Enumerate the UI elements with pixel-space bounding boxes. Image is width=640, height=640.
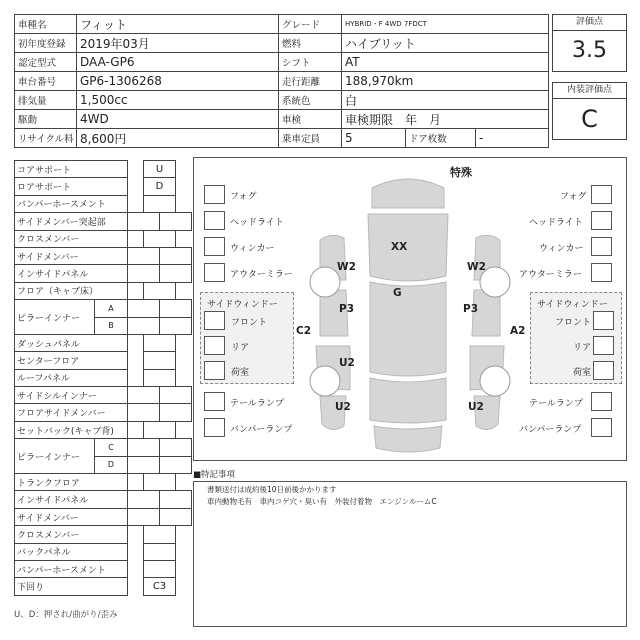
- capacity-label: 乗車定員: [279, 129, 342, 148]
- cross-member-rear-label: クロスメンバー: [15, 526, 128, 543]
- drive-label: 駆動: [15, 110, 77, 129]
- notes-line: 書類送付は成約後10日前後かかります: [207, 485, 337, 494]
- side-window-right-group: [530, 292, 622, 384]
- front-window-right-label: フロント: [555, 318, 592, 328]
- dash-panel-value: [144, 334, 176, 351]
- fog-right-checkbox[interactable]: [591, 185, 612, 204]
- capacity-value: 5: [342, 129, 406, 148]
- damage-mark-left-side: C2: [296, 325, 312, 337]
- winker-right-checkbox[interactable]: [591, 237, 612, 256]
- center-floor-label: センターフロア: [15, 352, 128, 369]
- interior-grade-box: [552, 82, 627, 140]
- side-member-front-left-value: [128, 213, 160, 230]
- displacement-value: 1,500cc: [77, 91, 279, 110]
- info-row: [15, 15, 549, 34]
- pillar-b-right-value: [160, 317, 192, 334]
- car-diagram: [193, 157, 627, 461]
- bumper-lamp-left-label: バンパーランプ: [230, 425, 293, 435]
- back-panel-value: [144, 543, 176, 560]
- undercarriage-value: C3: [144, 578, 176, 595]
- inside-panel-front-label: インサイドパネル: [15, 265, 128, 282]
- winker-left-label: ウィンカー: [230, 244, 275, 254]
- floor-side-member-label: フロアサイドメンバー: [15, 404, 128, 421]
- info-row: [15, 34, 549, 53]
- mileage-label: 走行距離: [279, 72, 342, 91]
- grade-box: [552, 14, 627, 72]
- damage-mark-front-fender-right: W2: [467, 261, 486, 273]
- inside-panel-front-left-value: [128, 265, 160, 282]
- taillamp-left-label: テールランプ: [230, 399, 284, 409]
- inside-panel-front-right-value: [160, 265, 192, 282]
- floor-cabin-label: フロア（キャブ床）: [15, 282, 128, 299]
- side-window-right-label: サイドウィンドー: [537, 300, 608, 310]
- damage-mark-rear-door-left: U2: [339, 357, 355, 369]
- grade-score: 3.5: [572, 38, 607, 63]
- special-label: 特殊: [450, 166, 472, 179]
- side-window-left-group: [200, 292, 294, 384]
- pillar-d-label: D: [95, 456, 128, 473]
- side-sill-right-value: [160, 387, 192, 404]
- cargo-window-left-checkbox[interactable]: [204, 361, 225, 380]
- color-label: 系統色: [279, 91, 342, 110]
- trunk-floor-value: [144, 474, 176, 491]
- shift-value: AT: [342, 53, 549, 72]
- grade-label: グレード: [279, 15, 342, 34]
- recycle-fee-value: 8,600円: [77, 129, 279, 148]
- trunk-floor-label: トランクフロア: [15, 474, 128, 491]
- info-row: [15, 72, 549, 91]
- notes-line: 車内動物毛有 車内コゲ穴・臭い有 外装付着物 エンジンルームC: [207, 497, 437, 506]
- info-row: [15, 110, 549, 129]
- taillamp-left-checkbox[interactable]: [204, 392, 225, 411]
- side-member-front-right-value: [160, 213, 192, 230]
- cargo-window-right-label: 荷室: [573, 368, 592, 378]
- inspection-label: 車検: [279, 110, 342, 129]
- headlight-right-label: ヘッドライト: [529, 218, 583, 228]
- taillamp-right-checkbox[interactable]: [591, 392, 612, 411]
- cross-member-front-value: [144, 230, 176, 247]
- floor-side-member-right-value: [160, 404, 192, 421]
- first-registration-label: 初年度登録: [15, 34, 77, 53]
- bumper-reinforcement-rear-value: [144, 560, 176, 577]
- grade-title: 評価点: [553, 15, 626, 31]
- recycle-fee-label: リサイクル料: [15, 129, 77, 148]
- headlight-left-checkbox[interactable]: [204, 211, 225, 230]
- car-name-label: 車種名: [15, 15, 77, 34]
- back-panel-label: バックパネル: [15, 543, 128, 560]
- rear-window-left-checkbox[interactable]: [204, 336, 225, 355]
- rear-window-right-label: リア: [573, 343, 592, 353]
- pillar-a-left-value: [128, 300, 160, 317]
- pillar-c-left-value: [128, 439, 160, 456]
- mileage-value: 188,970km: [342, 72, 549, 91]
- rear-window-left-label: リア: [231, 343, 250, 353]
- bumper-lamp-left-checkbox[interactable]: [204, 418, 225, 437]
- damage-legend: U、D：押され/曲がり/歪み: [14, 610, 118, 620]
- floor-side-member-left-value: [128, 404, 160, 421]
- mirror-right-checkbox[interactable]: [591, 263, 612, 282]
- lower-support-value: D: [144, 178, 176, 195]
- bumper-reinforcement-rear-label: バンパーホースメント: [15, 560, 128, 577]
- pillar-a-right-value: [160, 300, 192, 317]
- grade-value: HYBRID・F 4WD 7FDCT: [342, 15, 549, 34]
- front-window-left-checkbox[interactable]: [204, 311, 225, 330]
- lower-support-label: ロアサポート: [15, 178, 128, 195]
- side-sill-left-value: [128, 387, 160, 404]
- core-support-label: コアサポート: [15, 161, 128, 178]
- cargo-window-right-checkbox[interactable]: [593, 361, 614, 380]
- core-support-value: U: [144, 161, 176, 178]
- pillar-c-right-value: [160, 439, 192, 456]
- pillar-b-label: B: [95, 317, 128, 334]
- info-row: [15, 129, 549, 148]
- taillamp-right-label: テールランプ: [529, 399, 583, 409]
- pillar-inner-cd-label: ピラーインナー: [15, 439, 95, 474]
- pillar-a-label: A: [95, 300, 128, 317]
- frame-checklist: [14, 160, 192, 596]
- pillar-c-label: C: [95, 439, 128, 456]
- mirror-right-label: アウターミラー: [519, 270, 582, 280]
- front-window-right-checkbox[interactable]: [593, 311, 614, 330]
- undercarriage-label: 下回り: [15, 578, 128, 595]
- vehicle-info-table: [14, 14, 549, 148]
- roof-panel-value: [144, 369, 176, 386]
- side-sill-inner-label: サイドシルインナー: [15, 387, 128, 404]
- pillar-d-right-value: [160, 456, 192, 473]
- front-window-left-label: フロント: [231, 318, 268, 328]
- color-value: 白: [342, 91, 549, 110]
- first-registration-value: 2019年03月: [77, 34, 279, 53]
- damage-mark-hood: XX: [391, 241, 408, 253]
- damage-mark-rear-fender-left: U2: [335, 401, 351, 413]
- fog-right-label: フォグ: [560, 192, 587, 202]
- shift-label: シフト: [279, 53, 342, 72]
- setback-value: [144, 421, 176, 438]
- info-row: [15, 91, 549, 110]
- side-window-left-label: サイドウィンドー: [207, 300, 278, 310]
- car-name-value: フィット: [77, 15, 279, 34]
- fuel-label: 燃料: [279, 34, 342, 53]
- side-member-right-value: [160, 247, 192, 264]
- interior-grade-score: C: [581, 105, 598, 133]
- cross-member-front-label: クロスメンバー: [15, 230, 128, 247]
- bumper-reinforcement-front-label: バンパーホースメント: [15, 195, 128, 212]
- notes-title: ■特記事項: [193, 470, 236, 480]
- side-member-front-label: サイドメンバー突起部: [15, 213, 128, 230]
- pillar-b-left-value: [128, 317, 160, 334]
- headlight-left-label: ヘッドライト: [230, 218, 284, 228]
- doors-value: -: [476, 129, 549, 148]
- headlight-right-checkbox[interactable]: [591, 211, 612, 230]
- chassis-number-value: GP6-1306268: [77, 72, 279, 91]
- inside-panel-rear-right-value: [160, 491, 192, 508]
- cross-member-rear-value: [144, 526, 176, 543]
- setback-label: セットバック(キャブ背): [15, 421, 128, 438]
- damage-mark-front-door-left: P3: [339, 303, 355, 315]
- cargo-window-left-label: 荷室: [231, 368, 250, 378]
- interior-grade-title: 内装評価点: [553, 83, 626, 99]
- mirror-left-label: アウターミラー: [230, 270, 293, 280]
- roof-panel-label: ルーフパネル: [15, 369, 128, 386]
- notes-box: [193, 481, 627, 627]
- doors-label: ドア枚数: [406, 129, 476, 148]
- inspection-value: 車検期限 年 月: [342, 110, 549, 129]
- info-row: [15, 53, 549, 72]
- model-code-value: DAA-GP6: [77, 53, 279, 72]
- inside-panel-rear-label: インサイドパネル: [15, 491, 128, 508]
- damage-mark-rear-fender-right: U2: [468, 401, 484, 413]
- displacement-label: 排気量: [15, 91, 77, 110]
- chassis-number-label: 車台番号: [15, 72, 77, 91]
- pillar-inner-ab-label: ピラーインナー: [15, 300, 95, 335]
- inside-panel-rear-left-value: [128, 491, 160, 508]
- pillar-d-left-value: [128, 456, 160, 473]
- winker-right-label: ウィンカー: [539, 244, 584, 254]
- side-member-rear-right-value: [160, 508, 192, 525]
- mirror-left-checkbox[interactable]: [204, 263, 225, 282]
- fog-left-checkbox[interactable]: [204, 185, 225, 204]
- model-code-label: 認定型式: [15, 53, 77, 72]
- side-member-rear-left-value: [128, 508, 160, 525]
- center-floor-value: [144, 352, 176, 369]
- damage-mark-right-side: A2: [510, 325, 526, 337]
- fuel-value: ハイブリット: [342, 34, 549, 53]
- bumper-lamp-right-label: バンパーランプ: [519, 425, 582, 435]
- side-member-rear-label: サイドメンバー: [15, 508, 128, 525]
- damage-mark-roof: G: [393, 287, 402, 299]
- drive-value: 4WD: [77, 110, 279, 129]
- winker-left-checkbox[interactable]: [204, 237, 225, 256]
- side-member-label: サイドメンバー: [15, 247, 128, 264]
- damage-mark-front-fender-left: W2: [337, 261, 356, 273]
- floor-cabin-value: [144, 282, 176, 299]
- fog-left-label: フォグ: [230, 192, 257, 202]
- side-member-left-value: [128, 247, 160, 264]
- damage-mark-front-door-right: P3: [463, 303, 479, 315]
- bumper-reinforcement-front-value: [144, 195, 176, 212]
- rear-window-right-checkbox[interactable]: [593, 336, 614, 355]
- bumper-lamp-right-checkbox[interactable]: [591, 418, 612, 437]
- dash-panel-label: ダッシュパネル: [15, 334, 128, 351]
